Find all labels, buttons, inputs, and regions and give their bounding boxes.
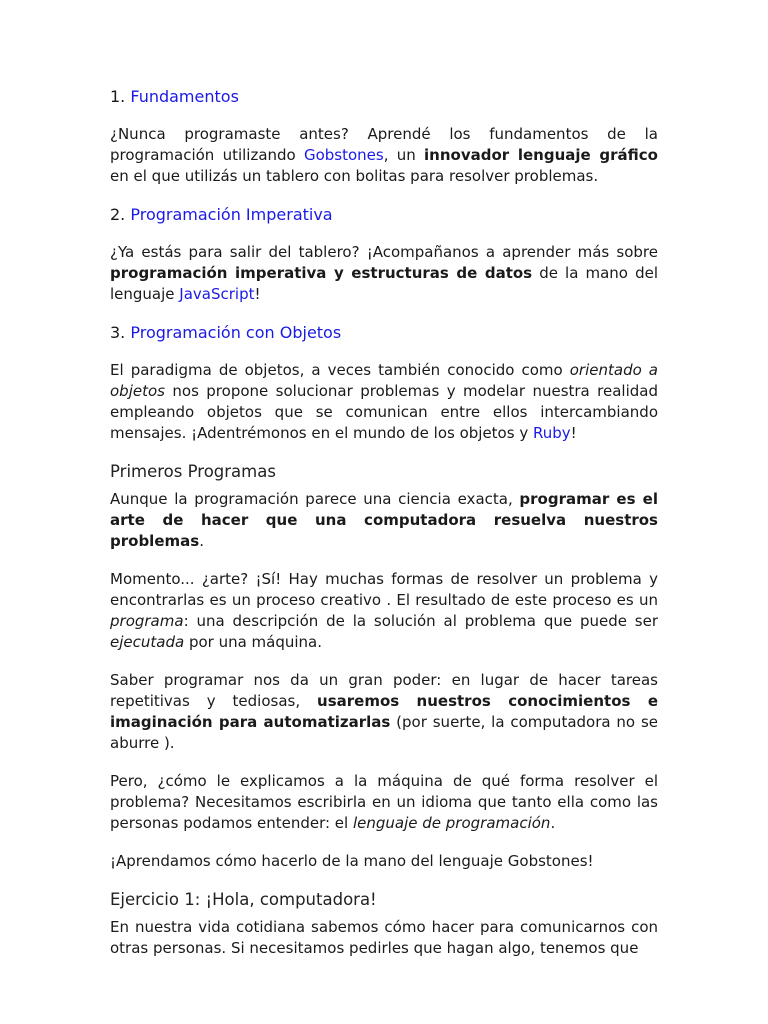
text-run: de la mano del lenguaje [110, 264, 658, 303]
ejercicio-heading: Ejercicio 1: ¡Hola, computadora! [110, 890, 377, 909]
text-run: en el que utilizás un tablero con bolitas para resolver problemas. [110, 167, 599, 185]
text-run: Saber programar nos da un gran poder: en lugar de hacer tareas repetitivas y tediosas, [110, 671, 658, 710]
text-run: Aunque la programación parece una ciencia exacta, [110, 490, 520, 508]
link-javascript[interactable]: JavaScript [179, 285, 255, 303]
primeros-paragraph-1 [110, 489, 658, 552]
bold-text: programación imperativa y estructuras de datos [110, 264, 533, 282]
text-run: Pero, ¿cómo le explicamos a la máquina de qué forma resolver el problema? Necesitamos escribirla en un idioma que tanto ella como las personas podamos entender: el [110, 772, 658, 832]
primeros-paragraph-4 [110, 771, 658, 834]
section-heading-1 [110, 86, 658, 107]
section-number: 1. [110, 87, 126, 106]
text-run: ¿Nunca programaste antes? Aprendé los fundamentos de la programación utilizando [110, 125, 658, 164]
link-ruby[interactable]: Ruby [532, 424, 571, 442]
primeros-paragraph-2 [110, 569, 658, 653]
text-run: . [199, 532, 204, 550]
italic-text: orientado a objetos [110, 361, 659, 400]
bold-text: usaremos nuestros conocimientos e imaginación para automatizarlas [110, 692, 658, 731]
link-programacion-con-objetos[interactable]: Programación con Objetos [130, 323, 342, 342]
section-text-2 [110, 242, 658, 305]
link-gobstones[interactable]: Gobstones [303, 146, 384, 164]
section-number: 2. [110, 205, 126, 224]
italic-text: lenguaje de programación [352, 814, 551, 832]
ejercicio-paragraph: En nuestra vida cotidiana sabemos cómo hacer para comunicarnos con otras personas. Si necesitamos pedirles que hagan algo, tenemos que [110, 918, 658, 957]
section-heading-2 [110, 204, 658, 225]
text-run: ¿Ya estás para salir del tablero? ¡Acompañanos a aprender más sobre [110, 243, 658, 261]
bold-text: innovador lenguaje gráfico [424, 146, 658, 164]
text-run: ! [254, 285, 261, 303]
section-text-3 [110, 360, 658, 444]
bold-text: programar es el arte de hacer que una computadora resuelva nuestros problemas [110, 490, 658, 550]
text-run: (por suerte, la computadora no se aburre ). [110, 713, 658, 752]
primeros-programas-heading: Primeros Programas [110, 462, 276, 481]
text-run: , un [383, 146, 425, 164]
text-run: nos propone solucionar problemas y modelar nuestra realidad empleando objetos que se comunican entre ellos intercambiando mensajes. ¡Adentrémonos en el mundo de los objetos y [110, 382, 658, 442]
italic-text: ejecutada [110, 633, 185, 651]
text-run: : una descripción de la solución al problema que puede ser [183, 612, 658, 630]
document-page [110, 86, 658, 976]
primeros-paragraph-5: ¡Aprendamos cómo hacerlo de la mano del lenguaje Gobstones! [110, 852, 594, 870]
text-run: Momento... ¿arte? ¡Sí! Hay muchas formas de resolver un problema y encontrarlas es un proceso creativo . El resultado de este proceso es un [110, 570, 658, 609]
link-fundamentos[interactable]: Fundamentos [130, 87, 239, 106]
section-heading-3 [110, 322, 658, 343]
section-number: 3. [110, 323, 126, 342]
section-text-1 [110, 124, 658, 187]
text-run: ! [570, 424, 577, 442]
text-run: por una máquina. [184, 633, 323, 651]
primeros-paragraph-3 [110, 670, 658, 754]
text-run: . [550, 814, 556, 832]
text-run: El paradigma de objetos, a veces también conocido como [110, 361, 570, 379]
link-programacion-imperativa[interactable]: Programación Imperativa [130, 205, 333, 224]
italic-text: programa [110, 612, 184, 630]
